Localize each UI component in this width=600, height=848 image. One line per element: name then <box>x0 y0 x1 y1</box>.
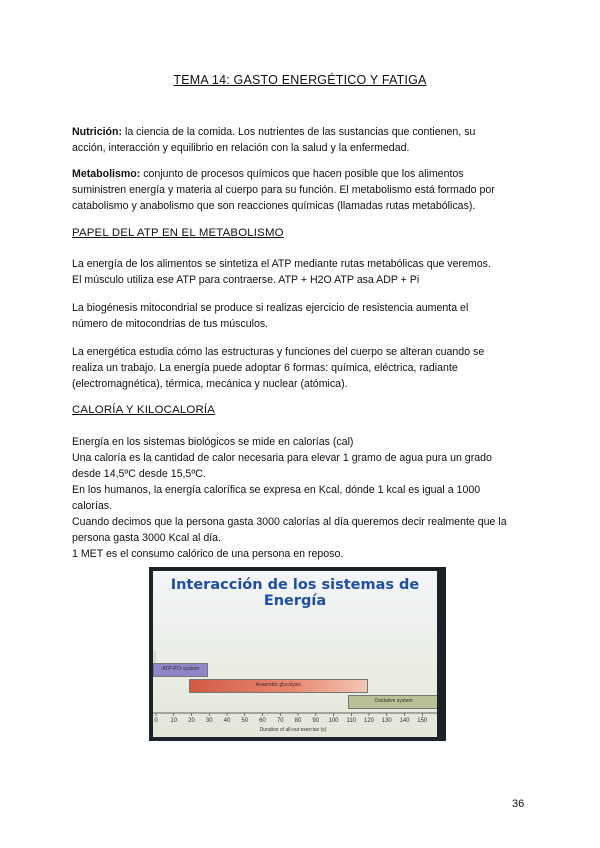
caloria-line-1: Energía en los sistemas biológicos se mide en calorías (cal) <box>72 436 354 448</box>
caloria-paragraph <box>72 434 528 562</box>
nutricion-term: Nutrición: <box>72 126 123 138</box>
energy-bar-1: Anaerobic glycolysis <box>189 679 369 693</box>
axis-tick-label: 80 <box>294 718 302 724</box>
axis-tick-label: 50 <box>241 718 249 724</box>
page-number: 36 <box>512 798 525 810</box>
axis-tick-label: 60 <box>259 718 266 724</box>
caloria-line-7: persona gasta 3000 Kcal al día. <box>72 532 222 544</box>
axis-tick-label: 140 <box>399 718 410 724</box>
atp-p2-line-1: La biogénesis mitocondrial se produce si realizas ejercicio de resistencia aumenta el <box>72 302 469 314</box>
slide <box>153 571 437 737</box>
metabolismo-paragraph <box>72 166 528 214</box>
atp-p3-line-1: La energética estudia cómo las estructuras y funciones del cuerpo se alteran cuando se <box>72 346 485 358</box>
energy-systems-photo <box>149 567 446 741</box>
slide-title: Interacción de los sistemas de Energía <box>170 577 420 609</box>
metabolismo-text-1: conjunto de procesos químicos que hacen posible que los alimentos <box>143 168 464 180</box>
nutricion-text-1: la ciencia de la comida. Los nutrientes de las sustancias que contienen, su <box>124 126 476 138</box>
atp-paragraph-2 <box>72 300 528 332</box>
axis-tick-label: 70 <box>276 718 284 724</box>
time-axis <box>153 711 437 737</box>
nutricion-paragraph <box>72 124 528 156</box>
metabolismo-term: Metabolismo: <box>72 168 141 180</box>
metabolismo-text-2: suministren energía y materia al cuerpo para su función. El metabolismo está formado por <box>72 184 495 196</box>
axis-tick-label: 110 <box>346 718 357 724</box>
axis-tick-label: 10 <box>170 718 178 724</box>
caloria-line-3: desde 14,5ºC desde 15,5ºC. <box>72 468 206 480</box>
atp-paragraph-3 <box>72 344 528 392</box>
energy-bar-0: ATP-PCr system <box>153 663 208 677</box>
atp-p3-line-2: realiza un trabajo. La energía puede adoptar 6 formas: química, eléctrica, radiante <box>72 362 458 374</box>
axis-tick-label: 150 <box>417 718 428 724</box>
atp-p3-line-3: (electromagnética), térmica, mecánica y nuclear (atómica). <box>72 378 348 390</box>
section-heading-atp: PAPEL DEL ATP EN EL METABOLISMO <box>72 227 284 239</box>
atp-p2-line-2: número de mitocondrias de tus músculos. <box>72 318 269 330</box>
section-heading-caloria: CALORÍA Y KILOCALORÍA <box>72 404 216 416</box>
caloria-line-6: Cuando decimos que la persona gasta 3000 calorías al día queremos decir realmente que la <box>72 516 507 528</box>
axis-tick-label: 130 <box>381 718 392 724</box>
energy-bar-2: Oxidative system <box>348 695 437 709</box>
atp-p1-line-1: La energía de los alimentos se sintetiza el ATP mediante rutas metabólicas que veremos. <box>72 258 491 270</box>
axis-tick-label: 0 <box>154 718 158 724</box>
caloria-line-4: En los humanos, la energía calorífica se expresa en Kcal, dónde 1 kcal es igual a 1000 <box>72 484 481 496</box>
axis-tick-label: 90 <box>312 718 320 724</box>
axis-tick-label: 120 <box>363 718 375 724</box>
axis-tick-label: 40 <box>223 718 231 724</box>
nutricion-text-2: acción, interacción y equilibrio en relación con la salud y la enfermedad. <box>72 142 410 154</box>
axis-tick-label: 20 <box>188 718 195 724</box>
atp-p1-line-2: El músculo utiliza ese ATP para contraerse. ATP + H2O ATP asa ADP + Pi <box>72 274 420 286</box>
axis-xlabel: Duration of all-out exercise (s) <box>259 727 327 733</box>
caloria-line-5: calorías. <box>72 500 113 512</box>
atp-paragraph-1 <box>72 256 528 288</box>
caloria-line-2: Una caloría es la cantidad de calor necesaria para elevar 1 gramo de agua pura un grado <box>72 452 492 464</box>
page-title: TEMA 14: GASTO ENERGÉTICO Y FATIGA <box>173 73 427 87</box>
axis-tick-label: 30 <box>205 718 213 724</box>
metabolismo-text-3: catabolismo y anabolismo que son reacciones químicas (llamadas rutas metabólicas). <box>72 200 476 212</box>
axis-tick-label: 100 <box>328 718 339 724</box>
caloria-line-8: 1 MET es el consumo calórico de una persona en reposo. <box>72 548 344 560</box>
